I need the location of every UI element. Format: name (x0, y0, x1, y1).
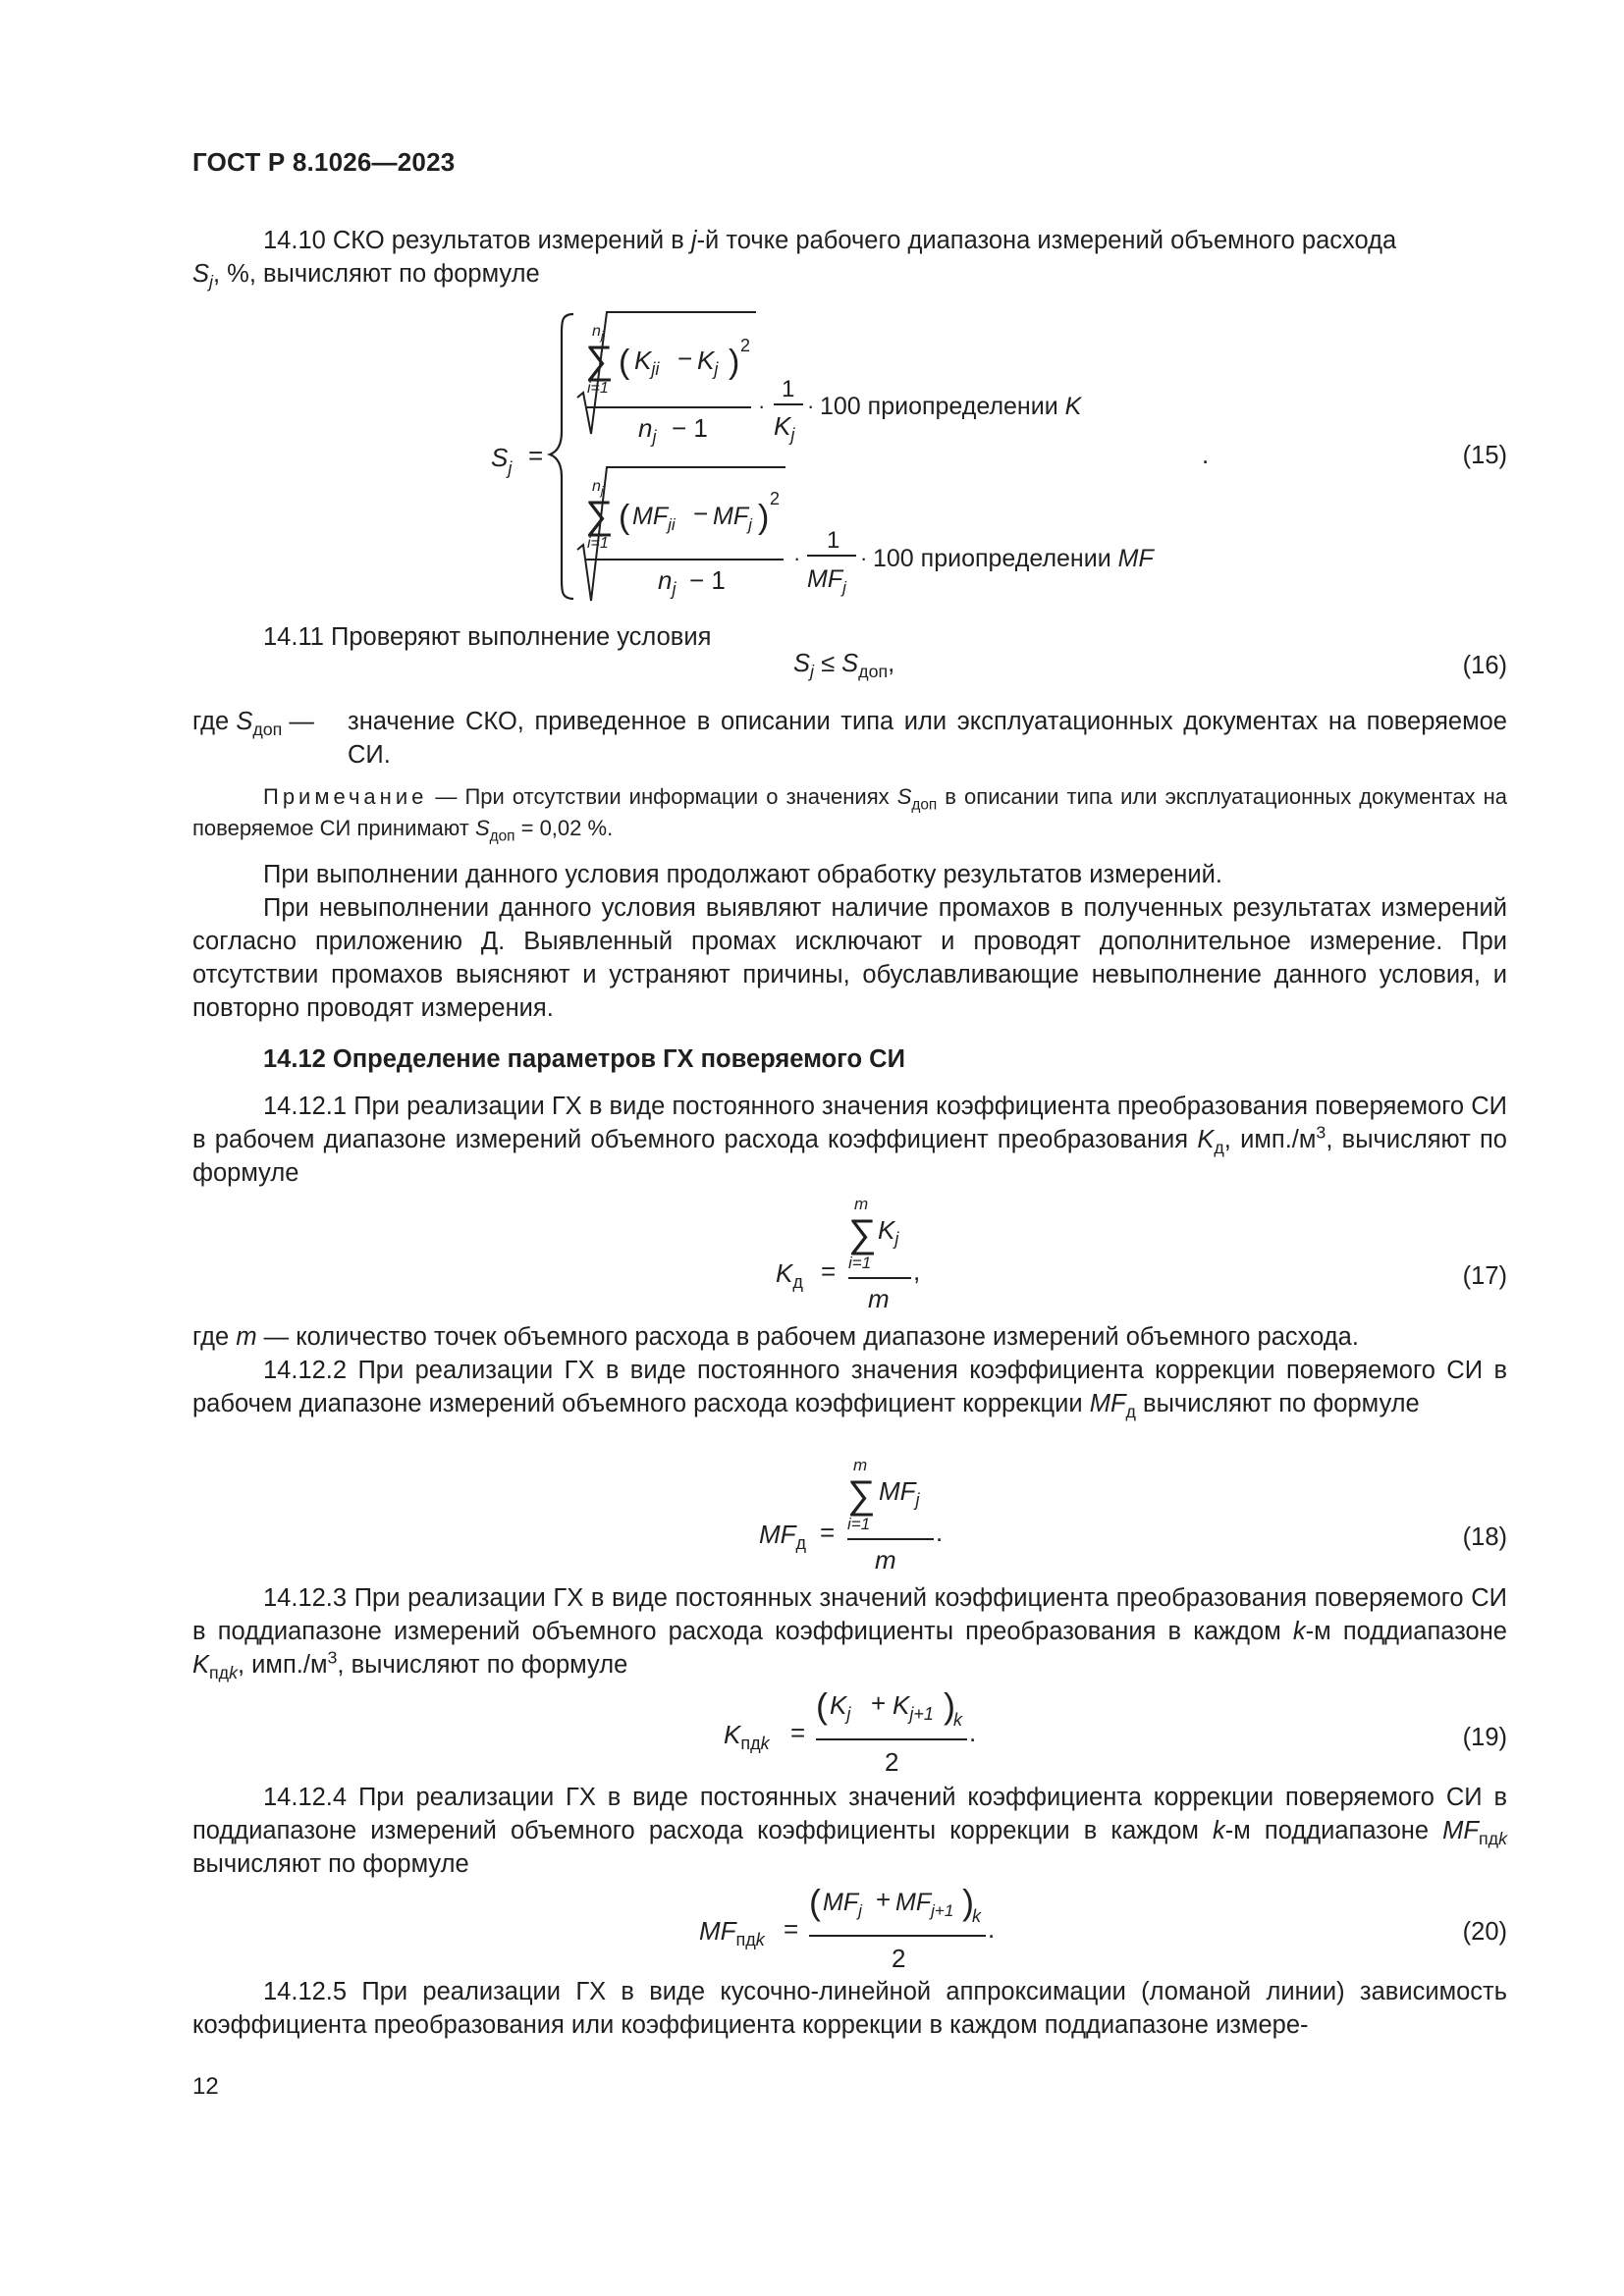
svg-text:+: + (871, 1688, 887, 1718)
svg-text:(: ( (809, 1882, 821, 1922)
svg-text:(: ( (619, 344, 630, 381)
svg-text:): ) (729, 344, 740, 381)
svg-text:): ) (962, 1882, 974, 1922)
svg-text:m: m (853, 1456, 868, 1474)
f17-sum: ∑ (848, 1212, 877, 1255)
svg-text:100 приопределении K: 100 приопределении K (820, 393, 1082, 420)
equation-number-20: (20) (1462, 1918, 1507, 1946)
note-block: Примечание — При отсутствии информации о значениях $S_{доп}$ в описании типа или эксплуатационных документах на поверяемое СИ принимают $S_{доп} = 0,02$ %. (192, 784, 1507, 845)
equation-number-18: (18) (1462, 1523, 1507, 1551)
svg-text:MFji: $MF_{ji}$ (632, 503, 676, 534)
svg-text:): ) (758, 499, 770, 536)
definition-sdop: где $S_{доп}$ — значение СКО, приведенное в описании типа или эксплуатационных документах на поверяемое СИ. (192, 708, 1507, 769)
paragraph-14-12-3: 14.12.3 При реализации ГХ в виде постоянных значений коэффициента преобразования поверяемого СИ в поддиапазоне измерений объемного расхода коэффициенты преобразования в каждом k-м поддиапазоне $K_{пдk}$, $имп./м^3$, вычисляют по формуле (192, 1584, 1507, 1683)
svg-text:MFпдk: $MF_{пд}k$ (699, 1916, 765, 1949)
svg-text:MFj: $MF_j$ (807, 565, 846, 597)
formula-20 (697, 1877, 1011, 1975)
svg-text:·: · (758, 394, 766, 418)
svg-text:): ) (944, 1685, 955, 1726)
definition-m: где m — количество точек объемного расхода в рабочем диапазоне измерений объемного расхода. (192, 1323, 1359, 1351)
svg-text:·: · (860, 546, 868, 570)
svg-text:−: − (693, 499, 709, 528)
svg-text:.: . (1202, 440, 1210, 469)
svg-text:i=1: i=1 (587, 380, 609, 397)
paragraph-14-12-1: 14.12.1 При реализации ГХ в виде постоянного значения коэффициента преобразования поверяемого СИ в рабочем диапазоне измерений объемного расхода коэффициент преобразования $K_д$, $имп./м^3$, вычисляют по формуле (192, 1093, 1507, 1187)
page-number: 12 (192, 2073, 219, 2100)
formula-15 (471, 294, 1257, 618)
svg-text:MFд: $MF_д$ (759, 1520, 807, 1553)
equation-number-15: (15) (1462, 442, 1507, 469)
paragraph-14-12-2: 14.12.2 При реализации ГХ в виде постоянного значения коэффициента коррекции поверяемого СИ в рабочем диапазоне измерений объемного расхода коэффициент коррекции $MF_д$ вычисляют по формуле (192, 1357, 1507, 1422)
svg-text:Kд: $K_д$ (776, 1258, 803, 1292)
svg-text:MFj+1: $MF_{j+1}$ (895, 1889, 954, 1920)
svg-text:=: = (790, 1718, 806, 1747)
svg-text:Kпдk: $K_{пд}k$ (724, 1720, 770, 1753)
svg-text:·: · (807, 394, 815, 418)
paragraph-condition-met: При выполнении данного условия продолжают обработку результатов измерений. (263, 861, 1222, 888)
paragraph-14-12-4: 14.12.4 При реализации ГХ в виде постоянных значений коэффициента коррекции поверяемого СИ в поддиапазоне измерений объемного расхода коэффициенты коррекции в каждом k-м поддиапазоне $MF_{пдk}$ вычисляют по формуле (192, 1784, 1507, 1878)
f18-sum: ∑ (847, 1473, 876, 1517)
svg-text:=: = (821, 1256, 837, 1286)
f15-eq: = (528, 441, 544, 470)
svg-text:m: m (854, 1195, 869, 1213)
formula-16: $S_j \le S_{доп}$, (793, 650, 895, 682)
svg-text:1: 1 (827, 527, 840, 554)
svg-text:MFj: $MF_j$ (879, 1476, 920, 1510)
svg-text:Kj: $K_j$ (878, 1215, 899, 1249)
svg-text:Kj: $K_j$ (774, 411, 795, 445)
equation-number-17: (17) (1462, 1262, 1507, 1290)
svg-text:1: 1 (782, 376, 795, 402)
svg-text:2: 2 (892, 1944, 906, 1973)
svg-text:.: . (988, 1914, 996, 1944)
svg-text:.: . (936, 1518, 944, 1547)
f15-lhs: S (491, 443, 509, 472)
svg-text:− 1: − 1 (689, 565, 726, 595)
formula-17 (766, 1190, 962, 1317)
svg-text:− 1: − 1 (672, 413, 708, 443)
svg-text:2: 2 (740, 336, 751, 355)
f15-r1-sum: ∑ (585, 339, 614, 382)
svg-text:Kj+1: $K_{j+1}$ (893, 1690, 934, 1724)
svg-text:(: ( (619, 499, 630, 536)
svg-text:Kj: $K_j$ (830, 1690, 851, 1724)
equation-number-19: (19) (1462, 1724, 1507, 1751)
svg-text:,: , (913, 1256, 921, 1286)
svg-text:+: + (876, 1885, 892, 1914)
svg-text:.: . (969, 1718, 977, 1747)
formula-18 (751, 1451, 977, 1578)
svg-text:2: 2 (885, 1747, 899, 1777)
section-title-14-12: 14.12 Определение параметров ГХ поверяемого СИ (263, 1045, 905, 1073)
svg-text:Sj: $S_j$ (491, 443, 513, 478)
svg-text:nj: $n_j$ (658, 565, 677, 599)
paragraph-14-12-5: 14.12.5 При реализации ГХ в виде кусочно-линейной аппроксимации (ломаной линии) зависимость коэффициента преобразования или коэффициента коррекции в каждом поддиапазоне измере- (192, 1978, 1507, 2039)
svg-text:i=1: i=1 (848, 1254, 872, 1272)
equation-number-16: (16) (1462, 652, 1507, 679)
f15-brace (550, 314, 573, 599)
svg-text:k: k (972, 1906, 981, 1926)
svg-text:i=1: i=1 (847, 1515, 871, 1533)
svg-text:=: = (820, 1518, 836, 1547)
svg-text:MFj: $MF_j$ (713, 503, 752, 534)
paragraph-14-11: 14.11 Проверяют выполнение условия (263, 623, 712, 651)
svg-text:Kji: $K_{ji}$ (634, 346, 660, 379)
svg-text:Kj: $K_j$ (697, 346, 719, 379)
svg-text:m: m (868, 1284, 890, 1313)
svg-text:−: − (677, 344, 693, 373)
svg-text:2: 2 (770, 489, 781, 508)
svg-text:(: ( (816, 1685, 828, 1726)
svg-text:=: = (784, 1914, 799, 1944)
svg-text:MFj: $MF_j$ (823, 1889, 862, 1920)
svg-text:k: k (953, 1710, 962, 1730)
svg-text:100 приопределении MF: 100 приопределении MF (873, 545, 1154, 572)
svg-text:·: · (793, 546, 801, 570)
formula-19 (722, 1681, 997, 1779)
paragraph-condition-failed: При невыполнении данного условия выявляют наличие промахов в полученных результатах измерений согласно приложению Д. Выявленный промах исключают и проводят дополнительное измерение. При отсутствии промахов выясняют и устраняют причины, обуславливающие невыполнение данного условия, и повторно проводят измерения. (192, 894, 1507, 1022)
f15-r2-sum: ∑ (585, 494, 614, 537)
svg-text:nj: $n_j$ (592, 478, 604, 498)
document-header: ГОСТ Р 8.1026—2023 (192, 147, 456, 177)
svg-text:nj: $n_j$ (592, 323, 604, 343)
svg-text:m: m (875, 1545, 896, 1575)
svg-text:nj: $n_j$ (638, 413, 657, 447)
svg-text:i=1: i=1 (587, 535, 609, 552)
paragraph-14-10: 14.10 СКО результатов измерений в j-й точке рабочего диапазона измерений объемного расхода $S_j$, %, вычисляют по формуле (192, 227, 1397, 293)
